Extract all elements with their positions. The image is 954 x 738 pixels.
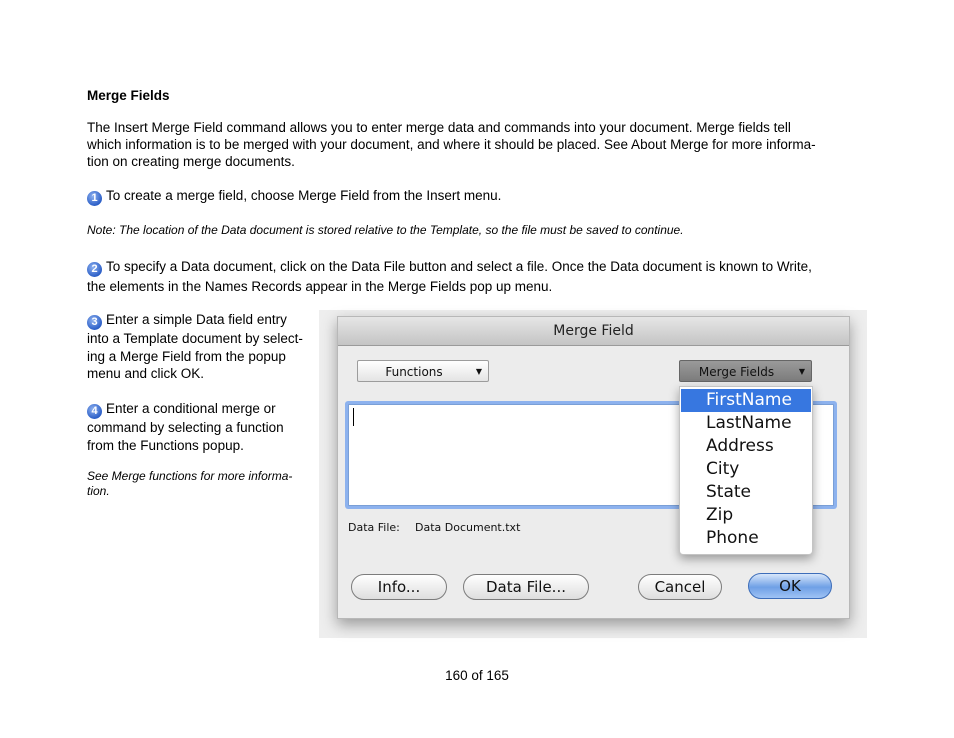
- page-number: 160 of 165: [445, 668, 509, 683]
- chevron-down-icon: ▼: [475, 367, 482, 376]
- intro-line: The Insert Merge Field command allows you to enter merge data and commands into your document. Merge fields tell: [87, 120, 791, 135]
- menu-item-state[interactable]: State: [706, 482, 751, 502]
- menu-item-address[interactable]: Address: [706, 436, 774, 456]
- merge-fields-popup[interactable]: [679, 360, 812, 382]
- merge-fields-popup-label: Merge Fields: [698, 365, 775, 379]
- step-number-icon: 2: [87, 262, 102, 277]
- step-1: [87, 187, 501, 206]
- ok-button[interactable]: OK: [748, 573, 832, 599]
- intro-line: tion on creating merge documents.: [87, 154, 295, 169]
- step-3-line: into a Template document by select-: [87, 331, 303, 346]
- section-heading: Merge Fields: [87, 88, 170, 103]
- step-number-icon: 1: [87, 191, 102, 206]
- menu-item-firstname[interactable]: FirstName: [681, 389, 811, 412]
- step-3-line: Enter a simple Data field entry: [106, 312, 287, 327]
- step-number-icon: 3: [87, 315, 102, 330]
- step-3: [87, 311, 303, 383]
- see-note-line: See Merge functions for more informa-: [87, 469, 293, 483]
- menu-item-city[interactable]: City: [706, 459, 740, 479]
- merge-fields-menu: [679, 386, 813, 555]
- step-2-line: To specify a Data document, click on the Data File button and select a file. Once the Data document is known to Write,: [106, 259, 812, 274]
- see-functions-note: [87, 469, 292, 499]
- step-2: [87, 257, 812, 296]
- location-note: Note: The location of the Data document is stored relative to the Template, so the file must be saved to continue.: [87, 223, 684, 237]
- step-1-text: To create a merge field, choose Merge Field from the Insert menu.: [106, 188, 502, 203]
- see-note-line: tion.: [87, 484, 110, 498]
- menu-item-phone[interactable]: Phone: [706, 528, 759, 548]
- chevron-down-icon: ▼: [798, 367, 805, 376]
- data-file-label: Data File:: [348, 521, 400, 534]
- step-4-line: Enter a conditional merge or: [106, 401, 276, 416]
- step-2-line: the elements in the Names Records appear in the Merge Fields pop up menu.: [87, 279, 553, 294]
- data-file-value: Data Document.txt: [415, 521, 521, 534]
- step-number-icon: 4: [87, 404, 102, 419]
- menu-item-lastname[interactable]: LastName: [706, 413, 792, 433]
- intro-paragraph: [87, 119, 816, 170]
- step-4-line: from the Functions popup.: [87, 438, 244, 453]
- cancel-button[interactable]: Cancel: [638, 574, 722, 600]
- step-4-line: command by selecting a function: [87, 420, 284, 435]
- step-3-line: menu and click OK.: [87, 366, 205, 381]
- dialog-title: Merge Field: [338, 317, 849, 346]
- data-file-button[interactable]: Data File...: [463, 574, 589, 600]
- step-4: [87, 400, 284, 455]
- functions-popup-label: Functions: [385, 365, 443, 379]
- intro-line: which information is to be merged with your document, and where it should be placed. See About Merge for more informa-: [87, 137, 816, 152]
- step-3-line: ing a Merge Field from the popup: [87, 348, 286, 364]
- menu-item-zip[interactable]: Zip: [706, 505, 734, 525]
- text-caret: [353, 408, 354, 426]
- functions-popup[interactable]: [357, 360, 489, 382]
- info-button[interactable]: Info...: [351, 574, 447, 600]
